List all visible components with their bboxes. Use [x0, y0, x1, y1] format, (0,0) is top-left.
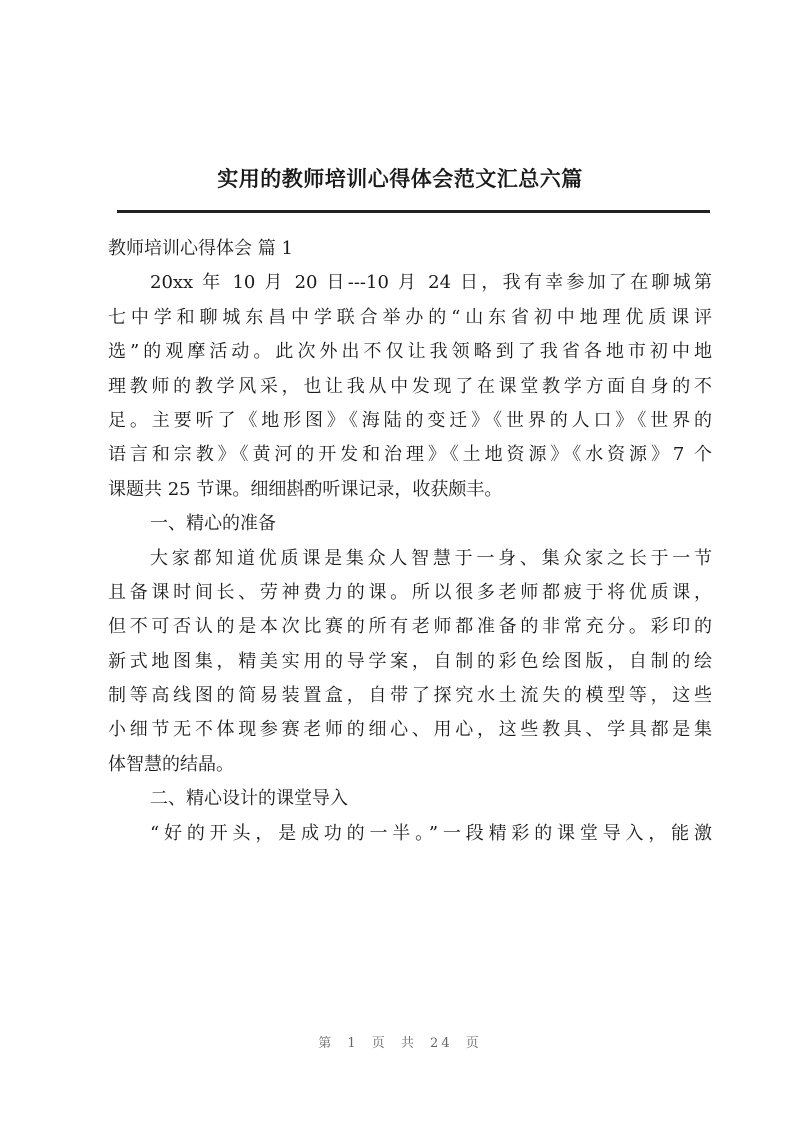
subheading: 二、精心设计的课堂导入	[150, 788, 348, 810]
paragraph-line: 选”的观摩活动。此次外出不仅让我领略到了我省各地市初中地	[108, 341, 712, 363]
paragraph-line: 课题共 25 节课。细细斟酌听课记录，收获颇丰。	[108, 478, 503, 500]
paragraph-line: 语言和宗教》《黄河的开发和治理》《土地资源》《水资源》7 个	[108, 444, 712, 466]
paragraph-line: 制等高线图的简易装置盒，自带了探究水土流失的模型等，这些	[108, 685, 712, 707]
paragraph-line: 且备课时间长、劳神费力的课。所以很多老师都疲于将优质课，	[108, 581, 712, 603]
paragraph-line: 小细节无不体现参赛老师的细心、用心，这些教具、学具都是集	[108, 719, 712, 741]
paragraph-line: 20xx 年 10 月 20 日---10 月 24 日，我有幸参加了在聊城第	[150, 272, 712, 294]
paragraph-line: 体智慧的结晶。	[108, 753, 234, 775]
paragraph-line: 但不可否认的是本次比赛的所有老师都准备的非常充分。彩印的	[108, 616, 712, 638]
document-title: 实用的教师培训心得体会范文汇总六篇	[217, 166, 583, 191]
paragraph-line: 七中学和聊城东昌中学联合举办的“山东省初中地理优质课评	[108, 306, 712, 328]
paragraph-line: 理教师的教学风采，也让我从中发现了在课堂教学方面自身的不	[108, 375, 712, 397]
page-number-footer: 第 1 页 共 24 页	[318, 1036, 482, 1051]
subheading: 一、精心的准备	[150, 513, 276, 535]
paragraph-line: 大家都知道优质课是集众人智慧于一身、集众家之长于一节	[150, 547, 712, 569]
paragraph-line: “好的开头，是成功的一半。”一段精彩的课堂导入，能激	[150, 822, 712, 844]
section-heading: 教师培训心得体会 篇 1	[108, 238, 293, 259]
paragraph-line: 新式地图集，精美实用的导学案，自制的彩色绘图版，自制的绘	[108, 650, 712, 672]
document-body	[108, 232, 712, 851]
title-underline	[117, 210, 710, 213]
paragraph-line: 足。主要听了《地形图》《海陆的变迁》《世界的人口》《世界的	[108, 409, 712, 431]
